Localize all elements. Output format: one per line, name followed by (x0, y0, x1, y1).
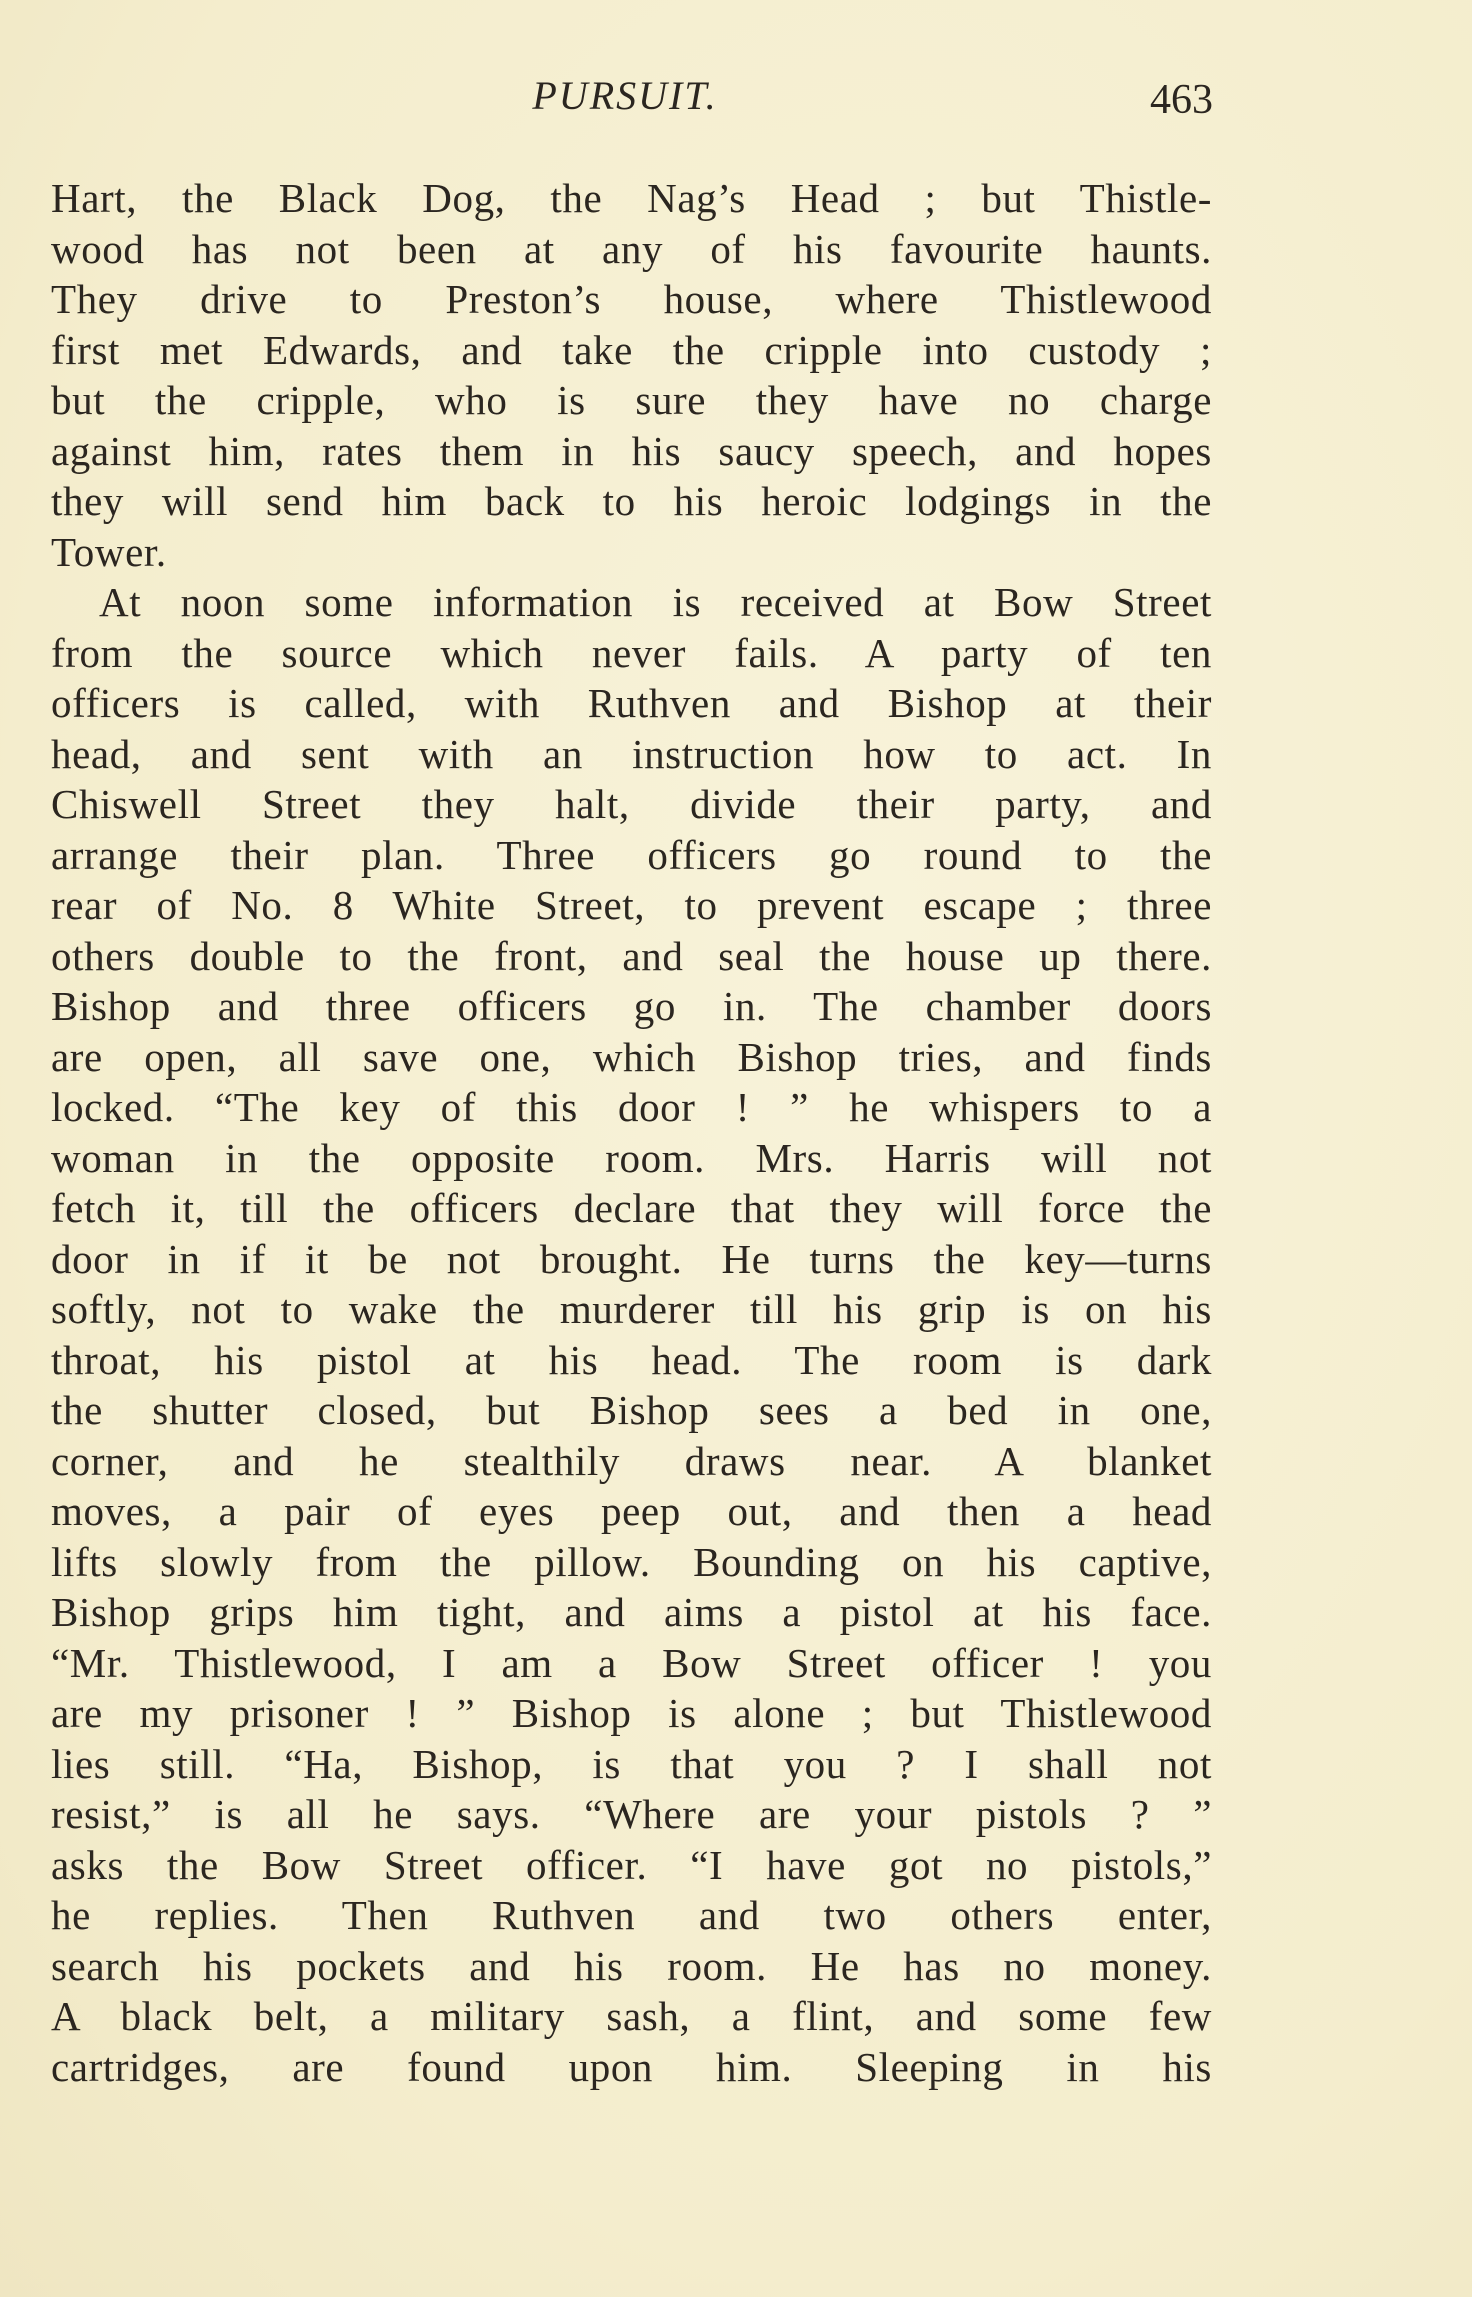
text-line: but the cripple, who is sure they have no charge (51, 377, 1212, 423)
text-line: throat, his pistol at his head. The room is dark (51, 1336, 1212, 1383)
text-line: cartridges, are found upon him. Sleeping in his (51, 2043, 1212, 2090)
text-line: moves, a pair of eyes peep out, and then a head (51, 1488, 1212, 1534)
text-line: fetch it, till the officers declare that they will force the (51, 1185, 1212, 1231)
text-line: officers is called, with Ruthven and Bishop at their (51, 680, 1212, 726)
text-line: Tower. (51, 528, 167, 575)
text-line: from the source which never fails. A party of ten (51, 629, 1212, 676)
text-line: arrange their plan. Three officers go round to the (51, 831, 1212, 878)
text-line: A black belt, a military sash, a flint, and some few (51, 1993, 1212, 2039)
text-line: they will send him back to his heroic lodgings in the (51, 478, 1212, 524)
text-line: Chiswell Street they halt, divide their party, and (51, 781, 1212, 827)
text-line: he replies. Then Ruthven and two others enter, (51, 1892, 1212, 1938)
text-line: asks the Bow Street officer. “I have got no pistols,” (51, 1841, 1212, 1888)
text-line: first met Edwards, and take the cripple into custody ; (51, 326, 1212, 373)
text-line: Bishop grips him tight, and aims a pistol at his face. (51, 1589, 1212, 1635)
running-title: PURSUIT. (532, 73, 718, 118)
text-line: door in if it be not brought. He turns the key—turns (51, 1235, 1212, 1282)
text-line: At noon some information is received at Bow Street (99, 579, 1212, 625)
text-line: wood has not been at any of his favourite haunts. (51, 225, 1212, 272)
text-line: rear of No. 8 White Street, to prevent escape ; three (51, 882, 1212, 928)
text-line: They drive to Preston’s house, where Thistlewood (51, 276, 1212, 322)
text-line: corner, and he stealthily draws near. A blanket (51, 1437, 1212, 1484)
text-line: others double to the front, and seal the house up there. (51, 932, 1212, 979)
text-line: woman in the opposite room. Mrs. Harris will not (51, 1134, 1212, 1181)
text-line: the shutter closed, but Bishop sees a bed in one, (51, 1387, 1212, 1433)
text-line: search his pockets and his room. He has no money. (51, 1942, 1212, 1989)
text-line: softly, not to wake the murderer till his grip is on his (51, 1286, 1212, 1332)
text-line: head, and sent with an instruction how to act. In (51, 730, 1212, 777)
text-line: Hart, the Black Dog, the Nag’s Head ; but Thistle- (51, 175, 1212, 221)
text-line: lifts slowly from the pillow. Bounding on his captive, (51, 1538, 1212, 1585)
page-number: 463 (1150, 77, 1213, 123)
text-line: resist,” is all he says. “Where are your pistols ? ” (51, 1791, 1212, 1837)
text-line: against him, rates them in his saucy speech, and hopes (51, 427, 1212, 474)
text-line: are my prisoner ! ” Bishop is alone ; but Thistlewood (51, 1690, 1212, 1736)
text-line: are open, all save one, which Bishop tries, and finds (51, 1033, 1212, 1080)
body-text (51, 173, 1212, 2092)
text-line: “Mr. Thistlewood, I am a Bow Street officer ! you (51, 1639, 1212, 1686)
text-line: Bishop and three officers go in. The chamber doors (51, 983, 1212, 1029)
text-line: locked. “The key of this door ! ” he whispers to a (51, 1084, 1212, 1130)
text-line: lies still. “Ha, Bishop, is that you ? I shall not (51, 1740, 1212, 1787)
